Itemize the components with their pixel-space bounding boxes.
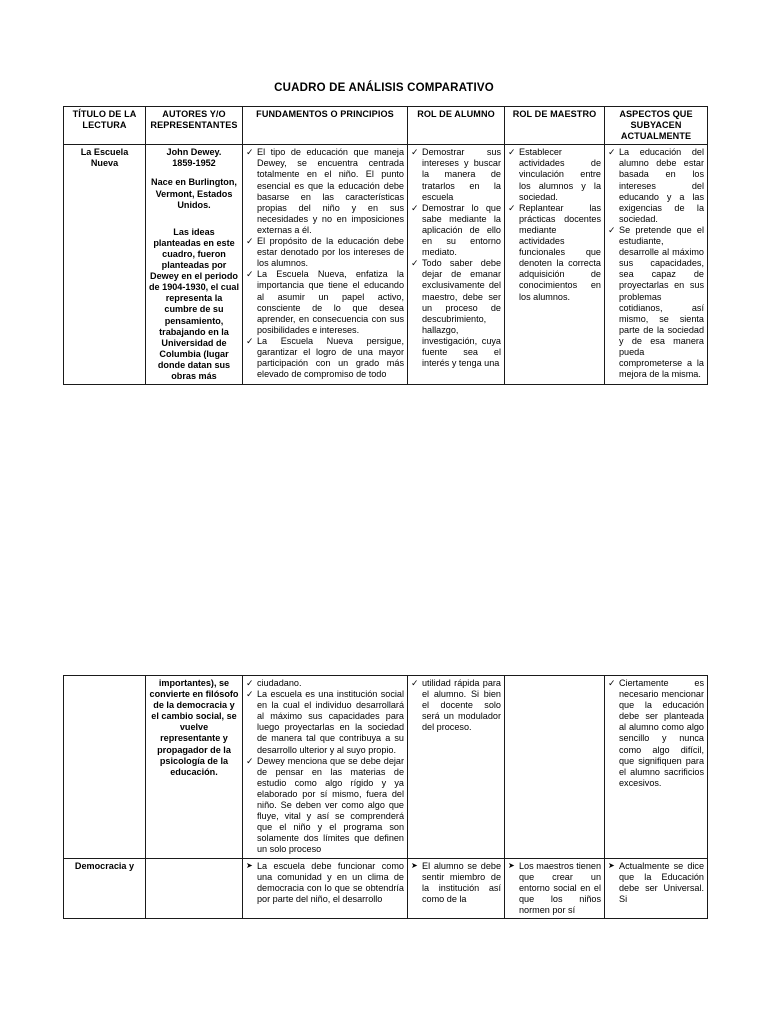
fundamentos-list (246, 147, 404, 380)
cell-rol-maestro (505, 145, 605, 385)
rol-maestro-list (508, 147, 601, 302)
list-item: ✓ Dewey menciona que se debe dejar de pensar en las materias de estudio como algo rígido y ya elaborado por sí mismo, fuera del niño. Se deben ver como algo que fluye, vital y así se comprenderá que el niño y el programa son solamente dos límites que definen un solo proceso (246, 756, 404, 856)
table-header-row (64, 107, 708, 145)
list-item: ✓ Todo saber debe dejar de emanar exclusivamente del maestro, debe ser un proceso de descubrimiento, hallazgo, investigación, cuya fuente sea el interés y tenga una (411, 258, 501, 369)
autor-contexto: Las ideas planteadas en este cuadro, fueron planteadas por Dewey en el periodo de 1904-1930, el cual representa la cumbre de su pensamiento, trabajando en la Universidad de Columbia (lugar donde datan sus obras más (149, 226, 239, 381)
cell-rol-maestro (505, 676, 605, 859)
autor-nacimiento: Nace en Burlington, Vermont, Estados Unidos. (151, 177, 237, 210)
table-row (64, 145, 708, 385)
autor-fechas: 1859-1952 (172, 158, 216, 169)
cell-rol-alumno (408, 145, 505, 385)
list-item: ➤ La escuela debe funcionar como una comunidad y en un clima de democracia con lo que se obtendría por parte del niño, el desarrollo (246, 861, 404, 905)
list-item: ✓ La Escuela Nueva, enfatiza la importancia que tiene el educando al asumir un papel activo, consciente de lo que desea aprender, en consecuencia con sus posibilidades e intereses. (246, 269, 404, 336)
cell-fundamentos (243, 858, 408, 918)
cell-rol-maestro (505, 858, 605, 918)
fundamentos-list (246, 861, 404, 905)
list-item: ✓ La educación del alumno debe estar basada en los intereses del educando y a las exigencias de la sociedad. (608, 147, 704, 225)
list-item-continuation: ✓ utilidad rápida para el alumno. Si bien el docente solo será un modulador del proceso. (411, 678, 501, 733)
list-item: ➤ Los maestros tienen que crear un entorno social en el que los niños normen por sí (508, 861, 601, 916)
cell-fundamentos (243, 145, 408, 385)
cell-titulo-lectura: La Escuela Nueva (64, 145, 146, 385)
spacer (149, 211, 239, 219)
list-item: ✓ La Escuela Nueva persigue, garantizar el logro de una mayor participación con un grado más elevado de compromiso de todo (246, 336, 404, 380)
list-item: ✓ Ciertamente es necesario mencionar que la educación debe ser planteada al alumno como algo sencillo y nunca como algo difícil, que signifiquen para el alumno sacrificios excesivos. (608, 678, 704, 789)
header-aspectos-subyacen: ASPECTOS QUE SUBYACEN ACTUALMENTE (605, 107, 708, 145)
rol-maestro-list (508, 861, 601, 916)
cell-rol-alumno (408, 676, 505, 859)
list-item: ✓ Demostrar sus intereses y buscar la manera de tratarlos en la escuela (411, 147, 501, 202)
cell-aspectos (605, 145, 708, 385)
cell-aspectos (605, 858, 708, 918)
spacer (149, 219, 239, 227)
comparative-table-page2 (63, 675, 708, 919)
fundamentos-list (246, 678, 404, 856)
list-item: ✓ Demostrar lo que sabe mediante la aplicación de ello en su entorno mediato. (411, 203, 501, 258)
autor-nombre: John Dewey. (166, 147, 222, 158)
header-rol-maestro: ROL DE MAESTRO (505, 107, 605, 145)
cell-fundamentos (243, 676, 408, 859)
page-title: CUADRO DE ANÁLISIS COMPARATIVO (274, 82, 494, 94)
list-item: ✓ El propósito de la educación debe estar denotado por los intereses de los alumnos. (246, 236, 404, 269)
header-titulo-lectura: TÍTULO DE LA LECTURA (64, 107, 146, 145)
header-autores-representantes: AUTORES Y/O REPRESENTANTES (146, 107, 243, 145)
header-rol-alumno: ROL DE ALUMNO (408, 107, 505, 145)
cell-rol-alumno (408, 858, 505, 918)
list-item: ✓ La escuela es una institución social en la cual el individuo desarrollará al máximo sus capacidades para luego proyectarlas en la sociedad de manera tal que contribuya a su desarrollo ulterior y al suyo propio. (246, 689, 404, 756)
aspectos-list (608, 678, 704, 789)
list-item-continuation: ✓ ciudadano. (246, 678, 404, 689)
rol-alumno-list (411, 861, 501, 905)
cell-titulo-lectura: Democracia y (64, 858, 146, 918)
cell-titulo-lectura (64, 676, 146, 859)
cell-aspectos (605, 676, 708, 859)
rol-alumno-list (411, 678, 501, 733)
list-item: ✓ Establecer actividades de vinculación entre los alumnos y la sociedad. (508, 147, 601, 202)
cell-autores: importantes), se convierte en filósofo de la democracia y el cambio social, se vuelve representante y propagador de la psicología de la educación. (146, 676, 243, 859)
aspectos-list (608, 147, 704, 380)
cell-autores (146, 145, 243, 385)
header-fundamentos-principios: FUNDAMENTOS O PRINCIPIOS (243, 107, 408, 145)
list-item: ➤ Actualmente se dice que la Educación debe ser Universal. Si (608, 861, 704, 905)
list-item: ✓ Se pretende que el estudiante, desarrolle al máximo sus capacidades, sea capaz de proyectarlas en sus problemas cotidianos, así mismo, se sienta parte de la sociedad y de esa manera pueda comprometerse a la mejora de la misma. (608, 225, 704, 380)
cell-autores (146, 858, 243, 918)
table-row (64, 858, 708, 918)
rol-alumno-list (411, 147, 501, 369)
list-item: ✓ Replantear las prácticas docentes mediante actividades funcionales que denoten la correcta adquisición de conocimientos en los alumnos. (508, 203, 601, 303)
comparative-table-page1 (63, 106, 708, 385)
spacer (149, 169, 239, 177)
aspectos-list (608, 861, 704, 905)
table-row (64, 676, 708, 859)
list-item: ➤ El alumno se debe sentir miembro de la institución así como de la (411, 861, 501, 905)
list-item: ✓ El tipo de educación que maneja Dewey, se encuentra centrada totalmente en el niño. El punto esencial es que la educación debe basarse en las características propias del niño y en sus necesidades y no en imposiciones externas a él. (246, 147, 404, 236)
